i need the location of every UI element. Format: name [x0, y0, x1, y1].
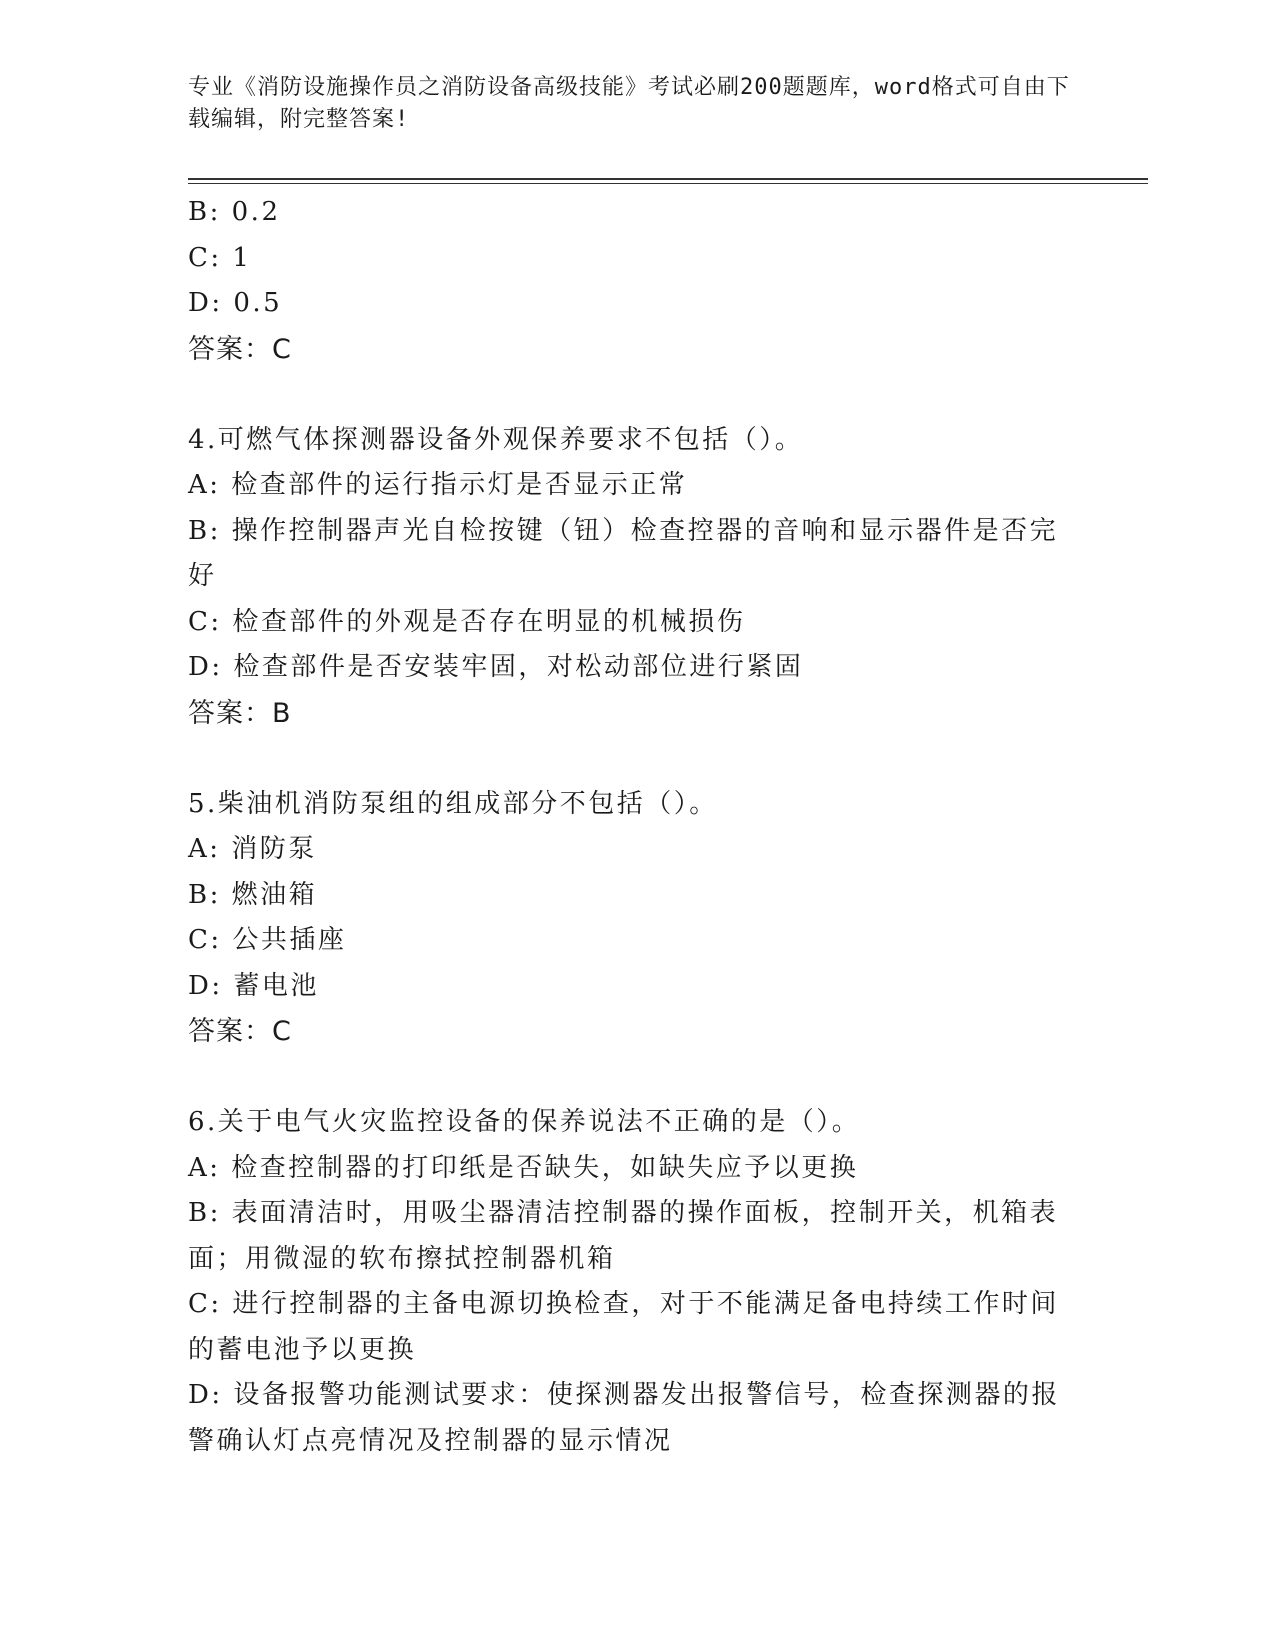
option-b: B: 表面清洁时，用吸尘器清洁控制器的操作面板，控制开关，机箱表面；用微湿的软布擦拭控制器机箱: [188, 1198, 1059, 1274]
question-6: [188, 1100, 1068, 1464]
option-b: B: 燃油箱: [188, 879, 318, 910]
spacer: [188, 372, 1068, 418]
option-d: D: 0.5: [188, 288, 283, 318]
question-4: [188, 418, 1068, 737]
option-a: A: 检查控制器的打印纸是否缺失，如缺失应予以更换: [188, 1152, 859, 1183]
option-c: C: 进行控制器的主备电源切换检查，对于不能满足备电持续工作时间的蓄电池予以更换: [188, 1289, 1059, 1365]
spacer: [188, 736, 1068, 782]
spacer: [188, 1055, 1068, 1101]
header-rule-thin: [188, 183, 1148, 184]
option-b: B: 0.2: [188, 197, 281, 227]
option-b: B: 操作控制器声光自检按键（钮）检查控器的音响和显示器件是否完好: [188, 515, 1059, 591]
answer-line: 答案：B: [188, 697, 292, 729]
prev-question-block: [188, 190, 1068, 372]
answer-line: 答案：C: [188, 1016, 292, 1047]
page-header: 专业《消防设施操作员之消防设备高级技能》考试必刷200题题库，word格式可自由下载编辑，附完整答案!: [188, 75, 1070, 132]
option-a: A: 检查部件的运行指示灯是否显示正常: [188, 470, 688, 500]
question-stem: 6.关于电气火灾监控设备的保养说法不正确的是（）。: [188, 1107, 861, 1137]
option-c: C: 公共插座: [188, 925, 347, 955]
header-rule-thick: [188, 178, 1148, 180]
option-d: D: 检查部件是否安装牢固，对松动部位进行紧固: [188, 652, 804, 682]
question-stem: 4.可燃气体探测器设备外观保养要求不包括（）。: [188, 424, 804, 455]
option-c: C: 检查部件的外观是否存在明显的机械损伤: [188, 606, 746, 637]
option-d: D: 蓄电池: [188, 970, 319, 1001]
option-a: A: 消防泵: [188, 834, 317, 864]
option-c: C: 1: [188, 242, 252, 273]
question-list: [188, 190, 1068, 1464]
question-stem: 5.柴油机消防泵组的组成部分不包括（）。: [188, 788, 718, 819]
answer-line: 答案：C: [188, 333, 292, 365]
option-d: D: 设备报警功能测试要求：使探测器发出报警信号，检查探测器的报警确认灯点亮情况及控制器的显示情况: [188, 1380, 1060, 1456]
question-5: [188, 782, 1068, 1055]
